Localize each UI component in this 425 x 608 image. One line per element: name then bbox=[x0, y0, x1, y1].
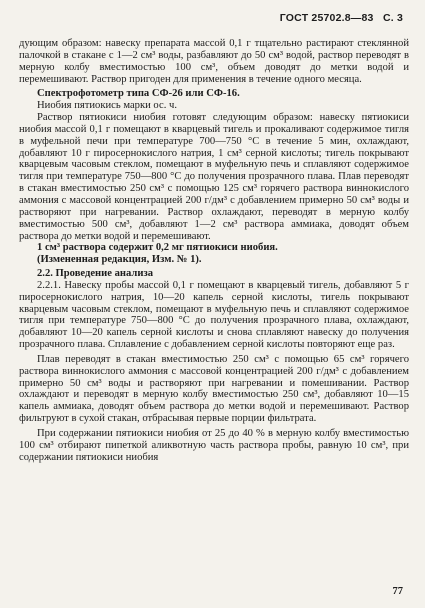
paragraph-amendment: (Измененная редакция, Изм. № 1). bbox=[37, 254, 202, 266]
section-heading: 2.2. Проведение анализа bbox=[37, 268, 153, 280]
paragraph-aliquot: При содержании пятиокиси ниобия от 25 до 40 % в мерную колбу вместимостью 100 см³ отбирают пипеткой аликвотную часть раствора пробы, равную 10 см³, при содержании пятиокиси ниобия bbox=[19, 428, 409, 463]
paragraph-niobium-oxide: Ниобия пятиокись марки ос. ч. bbox=[37, 100, 177, 112]
paragraph-melt-transfer: Плав переводят в стакан вместимостью 250 см³ с помощью 65 см³ горячего раствора виннокислого аммония с массовой концентрацией 200 г/дм³ с добавлением примерно 50 см³ воды и растворяют при нагревании и помешивании. Раствор охлаждают и переводят в мерную колбу вместимостью 250 см³, добавляют 10—15 капель аммиака, доводят объем раствора до метки водой и перемешивают. Раствор фильтруют в сухой стакан, отбрасывая первые порции фильтрата. bbox=[19, 353, 409, 425]
paragraph-concentration: 1 см³ раствора содержит 0,2 мг пятиокиси ниобия. bbox=[37, 242, 278, 254]
paragraph-2-2-1: 2.2.1. Навеску пробы массой 0,1 г помещают в кварцевый тигель, добавляют 5 г пиросернокислого натрия, 10—20 капель серной кислоты, тигель покрывают кварцевым часовым стеклом, помещают в муфельную печь и сплавляют содержимое тигля при температуре 750—800 °С до получения прозрачного плава, охлаждают, добавляют 10—20 капель серной кислоты и снова сплавляют навеску до получения прозрачного плава. Сплавление с добавлением серной кислоты повторяют еще раз. bbox=[19, 279, 409, 351]
document-body bbox=[19, 38, 409, 464]
paragraph-continuation: дующим образом: навеску препарата массой 0,1 г тщательно растирают стеклянной палочкой в стакане с 1—2 см³ воды, разбавляют до 50 см³ водой, раствор переводят в мерную колбу вместимостью 100 см³, объем доводят до метки водой и перемешивают. Раствор пригоден для применения в течение одного месяца. bbox=[19, 38, 409, 85]
paragraph-solution-preparation: Раствор пятиокиси ниобия готовят следующим образом: навеску пятиокиси ниобия массой 0,1 г помещают в кварцевый тигель и прокаливают содержимое тигля в муфельной печи при температуре 700—750 °С в течение 5 мин, охлаждают, добавляют 10 г пиросернокислого натрия, 1 см³ серной кислоты; тигель покрывают кварцевым часовым стеклом, помещают в муфельную печь и сплавляют содержимое тигля при температуре 750—800 °С до получения прозрачного плава. Плав переводят в стакан вместимостью 250 см³ с помощью 125 см³ горячего раствора виннокислого аммония с массовой концентрацией 200 г/дм³ с добавлением примерно 50 см³ воды и растворяют при нагревании. Раствор охлаждают, переводят в мерную колбу вместимостью 500 см³, добавляют 1—2 см³ раствора аммиака, доводят объем раствора до метки водой и перемешивают. bbox=[19, 112, 409, 242]
page-header bbox=[280, 12, 403, 24]
standard-number: ГОСТ 25702.8—83 bbox=[279, 12, 374, 24]
page-number: 77 bbox=[392, 586, 403, 597]
header-page-number: С. 3 bbox=[382, 12, 403, 24]
paragraph-spectrophotometer: Спектрофотометр типа СФ-26 или СФ-16. bbox=[37, 88, 240, 100]
